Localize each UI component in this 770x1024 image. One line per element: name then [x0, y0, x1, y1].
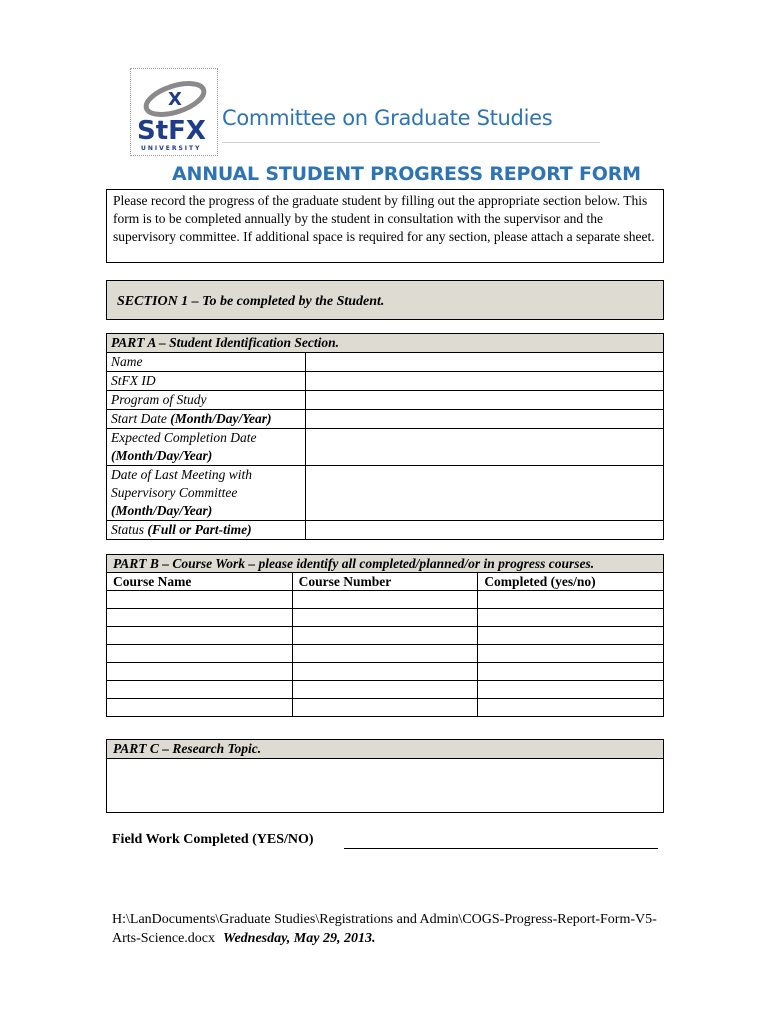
table-row [107, 699, 664, 717]
course-number-cell[interactable] [292, 699, 478, 717]
course-number-cell[interactable] [292, 663, 478, 681]
table-row [107, 681, 664, 699]
course-name-cell[interactable] [107, 609, 293, 627]
stfx-id-label: StFX ID [107, 372, 306, 391]
last-meeting-field[interactable] [306, 466, 664, 521]
stfx-logo-icon [131, 69, 217, 155]
logo-wordmark: StFX [137, 116, 206, 146]
course-number-cell[interactable] [292, 681, 478, 699]
course-number-cell[interactable] [292, 609, 478, 627]
program-label: Program of Study [107, 391, 306, 410]
logo-subtext: UNIVERSITY [141, 145, 202, 152]
course-name-cell[interactable] [107, 627, 293, 645]
table-row [107, 627, 664, 645]
table-row [107, 353, 664, 372]
table-row [107, 663, 664, 681]
expected-completion-label: Expected Completion Date (Month/Day/Year) [107, 429, 306, 466]
status-label: Status (Full or Part-time) [107, 521, 306, 540]
table-row [107, 521, 664, 540]
part-b-title: PART B – Course Work – please identify all completed/planned/or in progress courses. [107, 555, 664, 573]
form-title: ANNUAL STUDENT PROGRESS REPORT FORM [172, 163, 641, 185]
research-topic-field[interactable] [107, 759, 664, 813]
stfx-logo [130, 68, 218, 156]
last-meeting-label: Date of Last Meeting with Supervisory Committee (Month/Day/Year) [107, 466, 306, 521]
col-completed: Completed (yes/no) [478, 573, 664, 591]
part-a-header-row [107, 334, 664, 353]
part-c-header-row [107, 740, 664, 759]
part-a-table [106, 333, 664, 540]
table-row [107, 609, 664, 627]
title-rule [222, 142, 600, 143]
course-name-cell[interactable] [107, 699, 293, 717]
completed-cell[interactable] [478, 627, 664, 645]
name-label: Name [107, 353, 306, 372]
table-row [107, 372, 664, 391]
footer-date: Wednesday, May 29, 2013. [223, 931, 376, 946]
completed-cell[interactable] [478, 699, 664, 717]
course-number-cell[interactable] [292, 645, 478, 663]
research-topic-row [107, 759, 664, 813]
table-row [107, 429, 664, 466]
course-number-cell[interactable] [292, 591, 478, 609]
status-field[interactable] [306, 521, 664, 540]
table-row [107, 645, 664, 663]
table-row [107, 391, 664, 410]
footer-path: H:\LanDocuments\Graduate Studies\Registrations and Admin\COGS-Progress-Report-Form-V5-Arts-Science.docx [112, 912, 657, 946]
intro-text: Please record the progress of the graduate student by filling out the appropriate section below. This form is to be completed annually by the student in consultation with the supervisor and the supervisory committee. If additional space is required for any section, please attach a separate sheet. [106, 189, 664, 263]
part-c-table [106, 739, 664, 813]
program-field[interactable] [306, 391, 664, 410]
part-b-column-headers [107, 573, 664, 591]
course-name-cell[interactable] [107, 663, 293, 681]
completed-cell[interactable] [478, 591, 664, 609]
fieldwork-label: Field Work Completed (YES/NO) [112, 832, 314, 847]
footer [112, 910, 672, 948]
table-row [107, 591, 664, 609]
completed-cell[interactable] [478, 645, 664, 663]
fieldwork-answer-line[interactable] [344, 848, 658, 849]
part-a-title: PART A – Student Identification Section. [107, 334, 664, 353]
part-b-header-row [107, 555, 664, 573]
part-c-title: PART C – Research Topic. [107, 740, 664, 759]
table-row [107, 410, 664, 429]
course-name-cell[interactable] [107, 591, 293, 609]
table-row [107, 466, 664, 521]
course-number-cell[interactable] [292, 627, 478, 645]
completed-cell[interactable] [478, 663, 664, 681]
stfx-id-field[interactable] [306, 372, 664, 391]
col-course-number: Course Number [292, 573, 478, 591]
completed-cell[interactable] [478, 681, 664, 699]
start-date-label: Start Date (Month/Day/Year) [107, 410, 306, 429]
course-name-cell[interactable] [107, 681, 293, 699]
col-course-name: Course Name [107, 573, 293, 591]
expected-completion-field[interactable] [306, 429, 664, 466]
svg-text:X: X [168, 89, 182, 110]
name-field[interactable] [306, 353, 664, 372]
committee-title: Committee on Graduate Studies [222, 106, 553, 130]
section1-heading: SECTION 1 – To be completed by the Student. [106, 280, 664, 320]
part-b-table [106, 554, 664, 717]
start-date-field[interactable] [306, 410, 664, 429]
course-name-cell[interactable] [107, 645, 293, 663]
completed-cell[interactable] [478, 609, 664, 627]
